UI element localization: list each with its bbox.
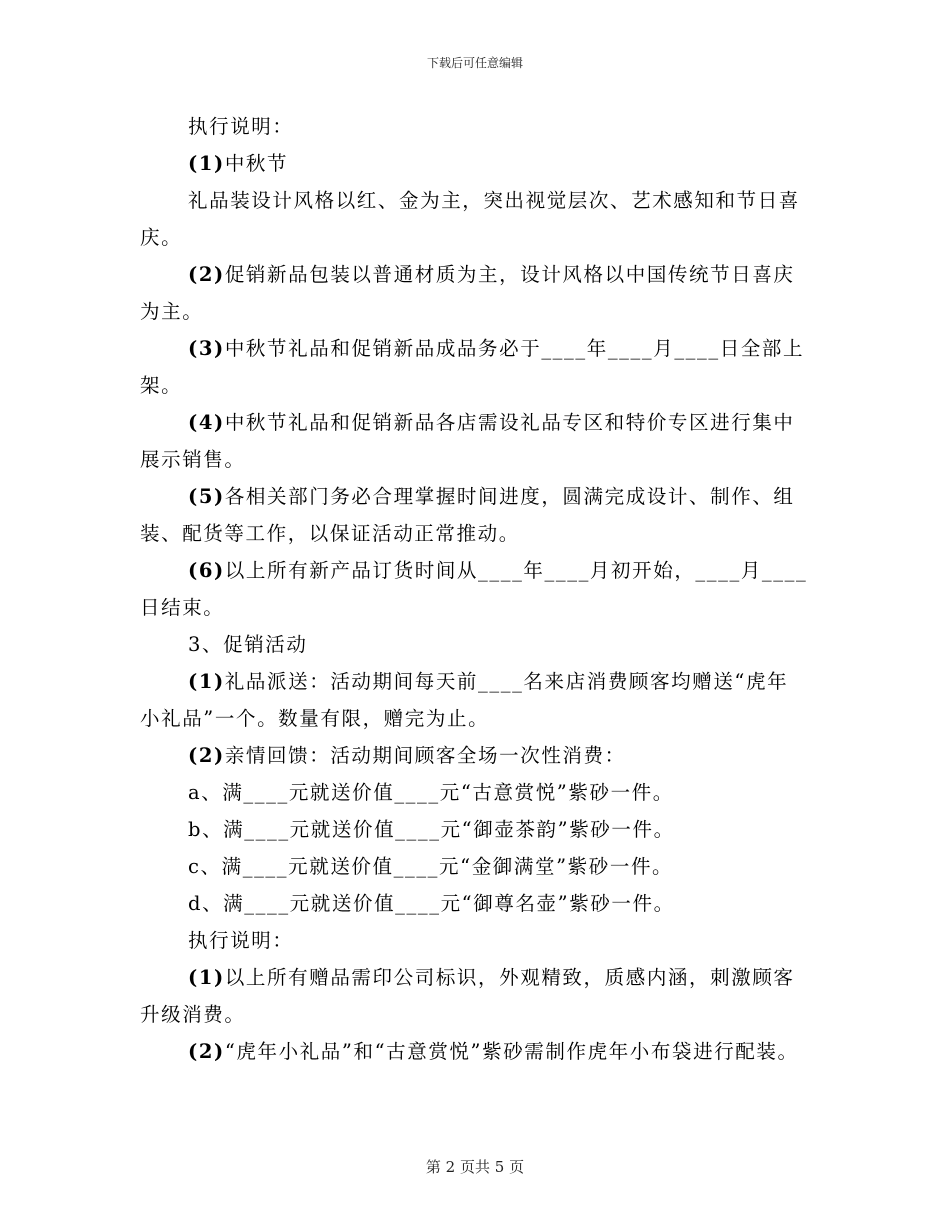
paragraph-11: (2)亲情回馈：活动期间顾客全场一次性消费： bbox=[188, 744, 626, 767]
paragraph-4: (2)促销新品包装以普通材质为主，设计风格以中国传统节日喜庆为主。 bbox=[140, 263, 795, 323]
paragraph-2: (1)中秋节 bbox=[188, 152, 289, 175]
page-header: 下载后可任意编辑 bbox=[426, 56, 523, 70]
paragraph-3: 礼品装设计风格以红、金为主，突出视觉层次、艺术感知和节日喜庆。 bbox=[140, 189, 800, 249]
paragraph-17: (1)以上所有赠品需印公司标识，外观精致，质感内涵，刺激顾客升级消费。 bbox=[140, 966, 795, 1026]
paragraph-5: (3)中秋节礼品和促销新品成品务必于____年____月____日全部上架。 bbox=[140, 337, 805, 397]
document-body bbox=[140, 108, 808, 1070]
paragraph-10: (1)礼品派送：活动期间每天前____名来店消费顾客均赠送“虎年小礼品”一个。数量有限，赠完为止。 bbox=[140, 670, 789, 730]
paragraph-7: (5)各相关部门务必合理掌握时间进度，圆满完成设计、制作、组装、配货等工作，以保证活动正常推动。 bbox=[140, 485, 795, 545]
page-footer: 第 2 页共 5 页 bbox=[425, 1158, 525, 1176]
list-item-a: a、满____元就送价值____元“古意赏悦”紫砂一件。 bbox=[188, 781, 674, 804]
paragraph-6: (4)中秋节礼品和促销新品各店需设礼品专区和特价专区进行集中展示销售。 bbox=[140, 411, 795, 471]
list-item-d: d、满____元就送价值____元“御尊名壶”紫砂一件。 bbox=[188, 892, 675, 915]
paragraph-18: (2)“虎年小礼品”和“古意赏悦”紫砂需制作虎年小布袋进行配装。 bbox=[188, 1040, 799, 1063]
list-item-b: b、满____元就送价值____元“御壶茶韵”紫砂一件。 bbox=[188, 818, 675, 841]
paragraph-1: 执行说明： bbox=[188, 115, 294, 138]
paragraph-8: (6)以上所有新产品订货时间从____年____月初开始，____月____日结束。 bbox=[140, 559, 808, 619]
list-item-c: c、满____元就送价值____元“金御满堂”紫砂一件。 bbox=[188, 855, 674, 878]
section-heading: 3、促销活动 bbox=[188, 633, 308, 656]
paragraph-16: 执行说明： bbox=[188, 929, 294, 952]
